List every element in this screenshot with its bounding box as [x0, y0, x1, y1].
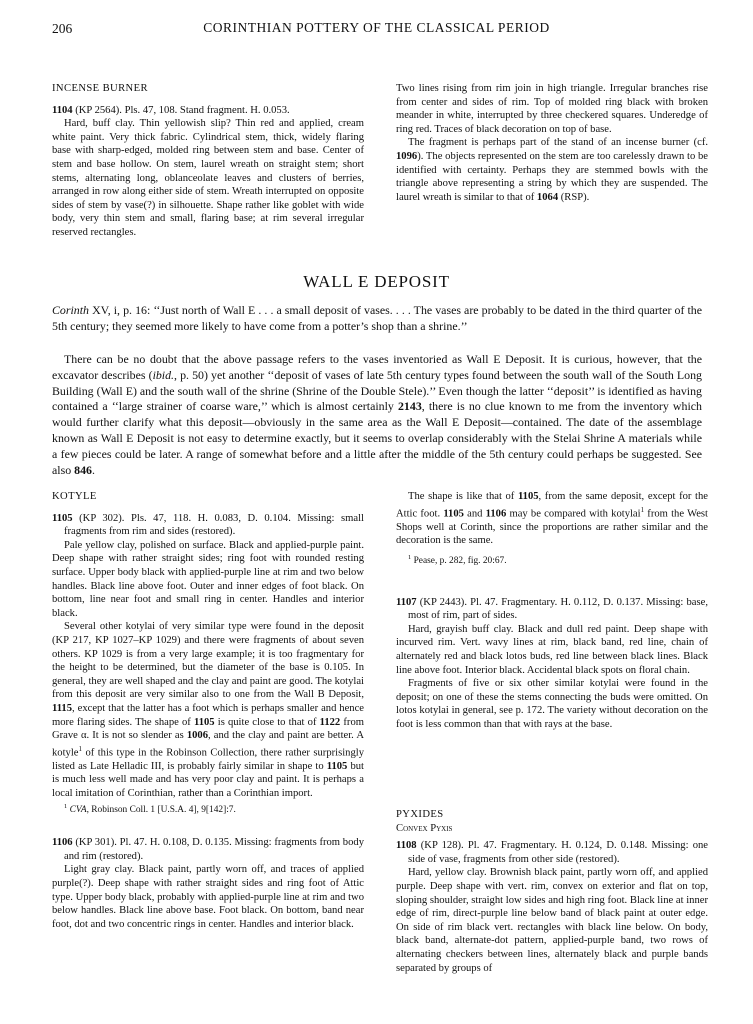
- catalogue-entry-1107: [396, 596, 708, 623]
- ref-1096: 1096: [396, 150, 418, 162]
- incense-right-column: [396, 82, 708, 204]
- entry-number-1106: 1106: [52, 837, 73, 849]
- entry-meta-1104: (KP 2564). Pls. 47, 108. Stand fragment. H. 0.053.: [72, 104, 290, 116]
- entry-number-1104: 1104: [52, 104, 73, 116]
- entry-number-1108: 1108: [396, 840, 417, 852]
- section-title-wall-e-deposit: WALL E DEPOSIT: [303, 272, 450, 291]
- section-heading-kotyle: KOTYLE: [52, 491, 97, 502]
- quote-source: Corinth: [52, 303, 90, 317]
- entry-number-1107: 1107: [396, 596, 417, 608]
- entry-commentary-1107: Fragments of five or six other similar kotylai were found in the deposit; on one of these the stems connecting the buds were omitted. On lotos kotylai in general, see p. 172. The variety without decoration on the foot is less common than that with rays at the base.: [396, 678, 708, 730]
- incense-left-column: [52, 82, 364, 240]
- ibid-ref: ibid.: [152, 367, 175, 382]
- footnote-1105: $^1$ CVA, Robinson Coll. 1 [U.S.A. 4], 9[142]:7.: [64, 802, 236, 815]
- ref-2143: 2143: [397, 399, 422, 414]
- quote-text: XV, i, p. 16: ‘‘Just north of Wall E . . . a small deposit of vases. . . . The vases are probably to be dated in the third quarter of the 5th century; they seemed more likely to have come from a potter’s shop than a shrine.’’: [52, 303, 702, 333]
- ref-846: 846: [74, 462, 92, 477]
- wall-e-discussion: There can be no doubt that the above passage refers to the vases inventoried as Wall E Deposit. It is curious, however, that the excavator describes (ibid., p. 50) yet another ‘‘deposit of vases of late 5th century types found between the south wall of the South Long Building (Wall E) and the south wall of the shrine (Shrine of the Double Stele).’’ Even though the latter ‘‘deposit’’ is identified as having contained a ‘‘large strainer of coarse ware,’’ which is almost certainly 2143, there is no clue known to me from the inventory which would further clarify what this deposit—obviously in the same area as the Wall E Deposit—contained. The date of the assemblage known as Wall E Deposit is not easy to determine exactly, but it seems to overlap considerably with the Stelai Shrine A materials while a few pieces could be later. A range of somewhat before and a little after the middle of the 5th century could perhaps be suggested. See also 846.: [52, 352, 702, 477]
- section-heading-incense-burner: INCENSE BURNER: [52, 83, 148, 94]
- subheading-convex-pyxis: Convex Pyxis: [396, 822, 453, 834]
- section-heading-pyxides: PYXIDES: [396, 809, 444, 820]
- footnote-1106: $^1$ Pease, p. 282, fig. 20:67.: [408, 553, 507, 567]
- entry-commentary-1105: Several other kotylai of very similar type were found in the deposit (KP 217, KP 1027–KP 1029) and there were fragments of about seven others. KP 1029 is from a very large example; it is too fragmentary for the height to be determined, but the diameter of the base is 0.105. In general, they are well shaped and the clay and paint are good. The kotylai from this deposit are very similar also to one from the Wall B Deposit, 1115, except that the latter has a foot which is perhaps smaller and hence more flaring sides. The shape of 1105 is quite close to that of 1122 from Grave α. It is not so slender as 1006, and the clay and paint are better. A kotyle$^1$ of this type in the Robinson Collection, there rather surprisingly listed as Late Helladic III, is probably fairly similar in shape to 1105 but is much less well made and has very poor clay and paint. It is perhaps a local imitation of Corinthian, rather than a Corinthian import.: [52, 621, 364, 799]
- entry-meta-1106: (KP 301). Pl. 47. H. 0.108, D. 0.135. Missing: fragments from body and rim (restored).: [64, 837, 364, 862]
- kotyle-left-column: [52, 490, 364, 931]
- wall-e-quote: [52, 303, 702, 335]
- page-number: 206: [52, 21, 73, 36]
- entry-desc-1105: Pale yellow clay, polished on surface. Black and applied-purple paint. Deep shape with rather straight sides; ring foot with rounded resting surface. Upper body black with applied-purple line at rim and two below handles. Black line above foot. Outer and inner edges of foot black. On bottom, line near foot and small ring in center. Handles and interior black.: [52, 539, 364, 619]
- entry-commentary-1104: The fragment is perhaps part of the stand of an incense burner (cf. 1096). The objects represented on the stem are too carelessly drawn to be identified with certainty. Perhaps they are stemmed bowls with the triangle above representing a string by which they are suspended. The laurel wreath is similar to that of 1064 (RSP).: [396, 137, 708, 203]
- catalogue-entry-1104: [52, 104, 364, 118]
- entry-meta-1107: (KP 2443). Pl. 47. Fragmentary. H. 0.112, D. 0.137. Missing: base, most of rim, part of sides.: [408, 596, 708, 622]
- entry-desc-1108: Hard, yellow clay. Brownish black paint, partly worn off, and applied purple. Deep shape with vert. rim, convex on exterior and flat on top, sloping shoulder, straight low sides and high ring foot. Black line at inner edge of rim, direct-purple line below band of black paint at outer edge. On side of rim black vert. rectangles with black line below. On body, black band, alternate-dot pattern, applied-purple band, two rows of alternating checkers between lines, alternately black and purple bands separated by groups of: [396, 867, 708, 974]
- catalogue-entry-1105: [52, 512, 364, 539]
- catalogue-entry-1108: [396, 839, 708, 866]
- running-head: CORINTHIAN POTTERY OF THE CLASSICAL PERIOD: [203, 20, 550, 35]
- ref-1064: 1064: [536, 191, 559, 203]
- catalogue-entry-1106: [52, 836, 364, 863]
- pyxides-column: [396, 808, 708, 975]
- entry-desc-1104-cont: Two lines rising from rim join in high triangle. Irregular branches rise from center and sides of rim. Top of molded ring black with broken meander in white, interrupted by three checkered squares. Underedge of ring red. Traces of black decoration on top of base.: [396, 83, 708, 135]
- entry-meta-1108: (KP 128). Pl. 47. Fragmentary. H. 0.124, D. 0.148. Missing: one side of vase, fragments from other side (restored).: [408, 840, 708, 865]
- entry-desc-1107: Hard, grayish buff clay. Black and dull red paint. Deep shape with incurved rim. Vert. wavy lines at rim, black band, red line, chain of alternately red and black lotos buds, red line between black lines. Black line above foot. Interior black. Accidental black spots on floral chain.: [396, 623, 708, 676]
- entry-desc-1106: Light gray clay. Black paint, partly worn off, and traces of applied purple(?). Deep shape with rather straight sides and ring foot of Attic type. Upper body black, probably with applied-purple line at rim and two below handles. Black line above base. Foot black. On bottom, band near foot, dot and two concentric rings in center. Handles and interior black.: [52, 864, 364, 930]
- entry-meta-1105: (KP 302). Pls. 47, 118. H. 0.083, D. 0.104. Missing: small fragments from rim and sides (restored).: [64, 512, 364, 538]
- entry-commentary-1106: The shape is like that of 1105, from the same deposit, except for the Attic foot. 1105 and 1106 may be compared with kotylai$^1$ from the West Shops well at Corinth, since the proportions are rather similar and the decoration is the same.: [396, 491, 708, 547]
- entry-number-1105: 1105: [52, 512, 73, 524]
- kotyle-right-column: [396, 490, 708, 731]
- entry-desc-1104: Hard, buff clay. Thin yellowish slip? Thin red and applied, cream white paint. Very thick fabric. Cylindrical stem, thick, widely flaring base with sharp-edged, molded ring between stem and base. Center of stem and base hollow. On stem, laurel wreath on straight stem; short stems, alternating long, oblanceolate leaves and clusters of berries, arranged in row along either side of stem. Wreath interrupted on opposite sides of stem by vase(?) in silhouette. Shape rather like goblet with wide body, very thin stem and small, flaring base; at rim several irregular reserved rectangles.: [52, 118, 364, 238]
